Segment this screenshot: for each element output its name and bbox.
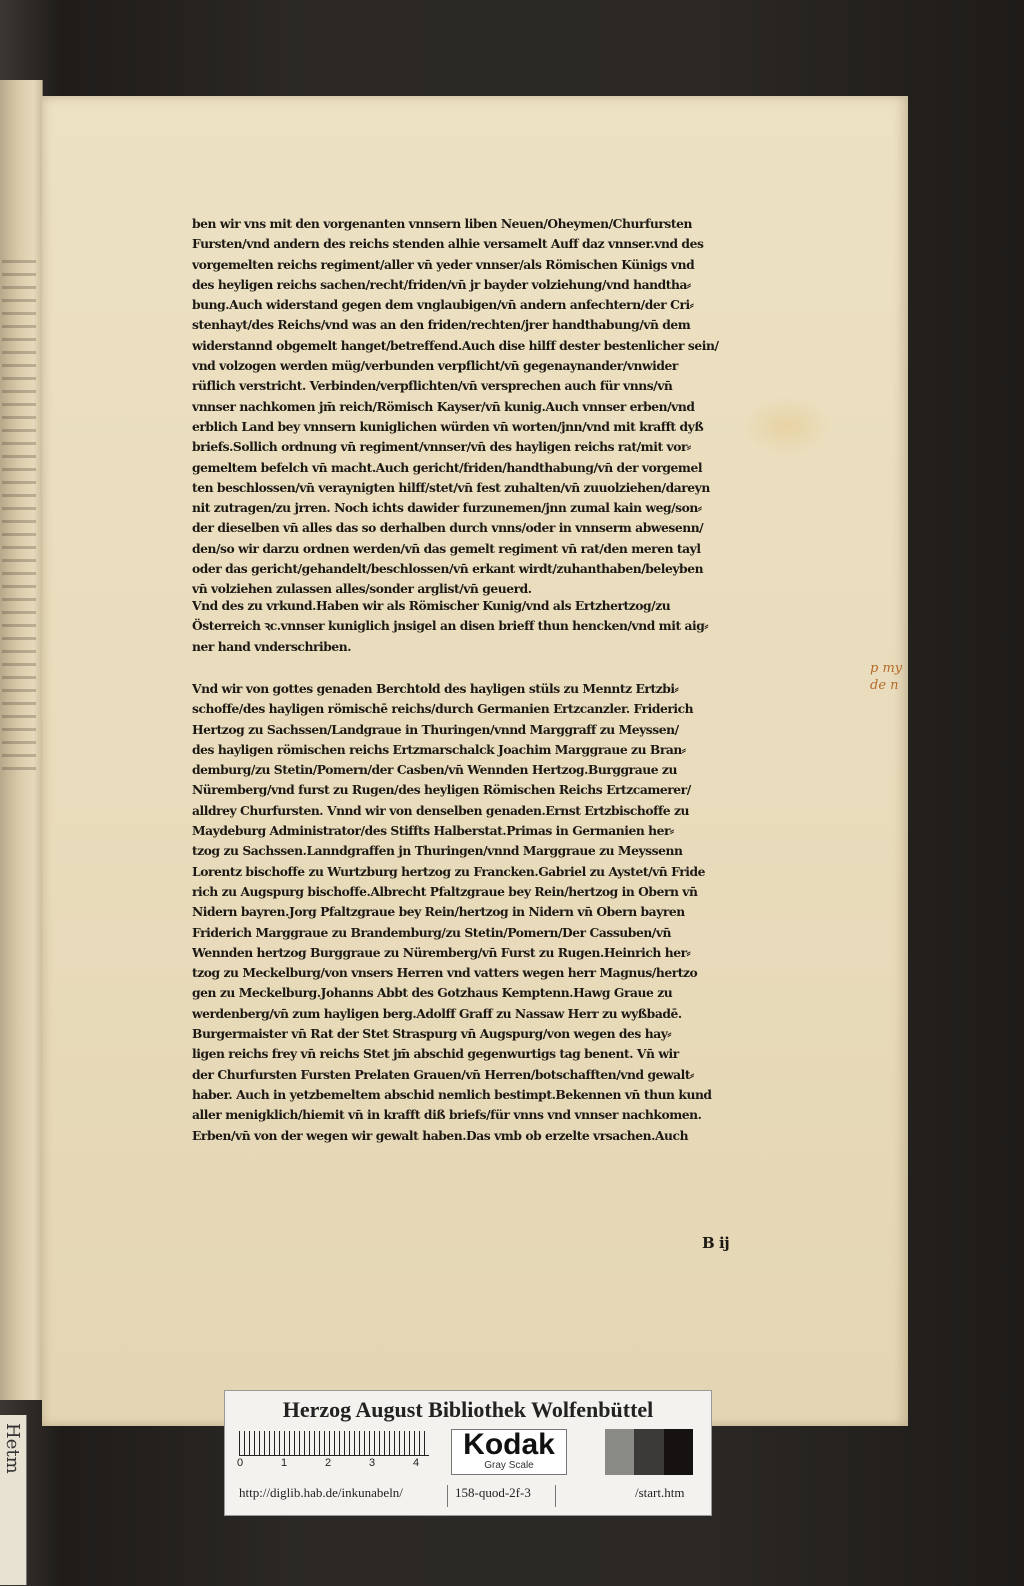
text-line: gemeltem befelch vn̄ macht.Auch gericht/friden/handthabung/vn̄ der vorgemel: [192, 459, 703, 475]
adjacent-page-strip: [0, 80, 43, 1400]
text-line: den/so wir darzu ordnen werden/vn̄ das gemelt regiment vn̄ rat/den meren tayl: [192, 540, 701, 556]
text-line: werdenberg/vn̄ zum hayligen berg.Adolff Graff zu Nassaw Herr zu wyßbadē.: [192, 1005, 682, 1021]
adjacent-page-text: [2, 260, 36, 780]
text-line: Vnd wir von gottes genaden Berchtold des hayligen stüls zu Menntz Ertzbi⸗: [192, 681, 679, 696]
text-line: des hayligen römischen reichs Ertzmarschalck Joachim Marggraue zu Bran⸗: [192, 741, 686, 757]
text-line: Österreich ꝛc.vnnser kuniglich jnsigel an disen brieff thun hencken/vnd mit aig⸗: [192, 618, 709, 634]
shelf-label: [0, 1415, 27, 1585]
measurement-ruler: [239, 1431, 429, 1456]
shelf-label-text: Hetm: [2, 1423, 23, 1474]
text-line: ben wir vns mit den vorgenanten vnnsern liben Neuen/Oheymen/Churfursten: [192, 216, 692, 231]
text-line: Hertzog zu Sachssen/Landgraue in Thuringen/vnnd Marggraff zu Meyssen/: [192, 721, 679, 737]
ruler-number: 2: [325, 1457, 332, 1469]
text-line: nit zutragen/zu jrren. Noch ichts dawider furzunemen/jnn zumal kain weg/son⸗: [192, 500, 702, 516]
text-line: rich zu Augspurg bischoffe.Albrecht Pfaltzgraue bey Rein/hertzog in Obern vn̄: [192, 883, 698, 899]
document-page: [42, 96, 908, 1426]
text-line: Nidern bayren.Jorg Pfaltzgraue bey Rein/hertzog in Nidern vn̄ Obern bayren: [192, 904, 685, 920]
text-line: vn̄ volziehen zulassen alles/sonder arglist/vn̄ geuerd.: [192, 581, 532, 597]
signature-mark: B ij: [702, 1234, 730, 1252]
url-divider: [447, 1485, 448, 1507]
gray-patch: [664, 1429, 693, 1475]
text-line: der dieselben vn̄ alles das so derhalben durch vnns/oder in vnnserm abwesenn/: [192, 520, 704, 536]
ruler-number: 0: [237, 1457, 244, 1469]
text-line: alldrey Churfursten. Vnnd wir von denselben genaden.Ernst Ertzbischoffe zu: [192, 802, 690, 818]
margin-note-line: de n: [870, 678, 899, 693]
catalog-url: [225, 1485, 711, 1507]
gray-patch: [634, 1429, 663, 1475]
text-line: Lorentz bischoffe zu Wurtzburg hertzog zu Francken.Gabriel zu Aystet/vn̄ Fride: [192, 863, 705, 879]
text-line: demburg/zu Stetin/Pomern/der Casben/vn̄ Wennden Hertzog.Burggraue zu: [192, 762, 677, 778]
ruler-number: 1: [281, 1457, 288, 1469]
text-line: Vnd des zu vrkund.Haben wir als Römischer Kunig/vnd als Ertzhertzog/zu: [192, 598, 671, 613]
text-line: ner hand vnderschriben.: [192, 638, 352, 654]
text-line: stenhayt/des Reichs/vnd was an den friden/rechten/jrer handthabung/vn̄ dem: [192, 317, 691, 333]
handwritten-margin-note: [870, 660, 902, 694]
text-line: Nüremberg/vnd furst zu Rugen/des heyligen Römischen Reichs Ertzcamerer/: [192, 782, 691, 798]
kodak-logo: Kodak: [463, 1428, 555, 1461]
text-line: briefs.Sollich ordnung vn̄ regiment/vnnser/vn̄ des hayligen reichs rat/mit vor⸗: [192, 439, 691, 455]
text-line: vnnser nachkomen jm̄ reich/Römisch Kayser/vn̄ kunig.Auch vnnser erben/vnd: [192, 398, 695, 414]
text-line: haber. Auch in yetzbemeltem abschid nemlich bestimpt.Bekennen vn̄ thun kund: [192, 1086, 712, 1102]
text-line: Burgermaister vn̄ Rat der Stet Straspurg vn̄ Augspurg/von wegen des hay⸗: [192, 1026, 672, 1042]
text-line: Wennden hertzog Burggraue zu Nüremberg/vn̄ Furst zu Rugen.Heinrich her⸗: [192, 944, 691, 960]
text-line: ten beschlossen/vn̄ veraynigten hilff/stet/vn̄ fest zuhalten/vn̄ zuuolziehen/dareyn: [192, 479, 710, 495]
gray-scale-patches: [605, 1429, 693, 1475]
text-line: tzog zu Sachssen.Lanndgraffen jn Thuringen/vnnd Marggraue zu Meyssenn: [192, 843, 683, 859]
paragraph-1: [192, 214, 792, 600]
text-line: schoffe/des hayligen römischē reichs/durch Germanien Ertzcanzler. Friderich: [192, 701, 694, 717]
gray-patch: [605, 1429, 634, 1475]
text-line: rüflich verstricht. Verbinden/verpflichten/vn̄ versprechen auch für vnns/vn̄: [192, 378, 673, 394]
ruler-number: 3: [369, 1457, 376, 1469]
text-line: gen zu Meckelburg.Johanns Abbt des Gotzhaus Kemptenn.Hawg Graue zu: [192, 985, 673, 1001]
library-title: Herzog August Bibliothek Wolfenbüttel: [282, 1397, 654, 1422]
text-line: Erben/vn̄ von der wegen wir gewalt haben.Das vmb ob erzelte vrsachen.Auch: [192, 1127, 689, 1143]
text-line: erblich Land bey vnnsern kuniglichen würden vn̄ worten/jnn/vnd mit krafft dyß: [192, 418, 704, 434]
text-line: tzog zu Meckelburg/von vnsers Herren vnd vatters wegen herr Magnus/hertzo: [192, 965, 698, 981]
text-line: widerstannd obgemelt hanget/betreffend.Auch dise hilff dester bestenlicher sein/: [192, 337, 719, 353]
url-base: http://diglib.hab.de/inkunabeln/: [239, 1485, 403, 1500]
margin-note-line: p my: [870, 661, 903, 676]
paragraph-2: [192, 596, 792, 657]
text-line: vorgemelten reichs regiment/aller vn̄ yeder vnnser/als Römischen Künigs vnd: [192, 256, 695, 272]
text-line: der Churfursten Fursten Prelaten Grauen/vn̄ Herren/botschafften/vnd gewalt⸗: [192, 1066, 694, 1082]
text-line: ligen reichs frey vn̄ reichs Stet jm̄ abschid gegenwurtigs tag benent. Vn̄ wir: [192, 1046, 679, 1062]
text-line: oder das gericht/gehandelt/beschlossen/vn̄ erkant wirdt/zuhanthaben/beleyben: [192, 561, 704, 577]
color-target: [451, 1429, 567, 1475]
text-line: des heyligen reichs sachen/recht/friden/vn̄ jr bayder volziehung/vnd handtha⸗: [192, 276, 691, 292]
url-divider: [555, 1485, 556, 1507]
text-line: aller menigklich/hiemit vn̄ in krafft diß briefs/für vnns vnd vnnser nachkomen.: [192, 1107, 702, 1123]
text-line: Fursten/vnd andern des reichs stenden alhie versamelt Auff daz vnnser.vnd des: [192, 236, 704, 252]
text-line: vnd volzogen werden müg/verbunden verpflicht/vn̄ gegenaynander/vnwider: [192, 358, 678, 374]
ruler-number: 4: [413, 1457, 420, 1469]
gray-scale-label: Gray Scale: [484, 1460, 534, 1471]
url-end: /start.htm: [635, 1485, 685, 1500]
url-shelfmark: 158-quod-2f-3: [455, 1485, 531, 1500]
text-line: Maydeburg Administrator/des Stiffts Halberstat.Primas in Germanien her⸗: [192, 823, 674, 839]
paragraph-3: [192, 679, 792, 1146]
text-line: Friderich Marggraue zu Brandemburg/zu Stetin/Pomern/Der Cassuben/vn̄: [192, 924, 672, 940]
text-line: bung.Auch widerstand gegen dem vnglaubigen/vn̄ andern anfechtern/der Cri⸗: [192, 297, 694, 313]
library-label-card: [224, 1390, 712, 1516]
